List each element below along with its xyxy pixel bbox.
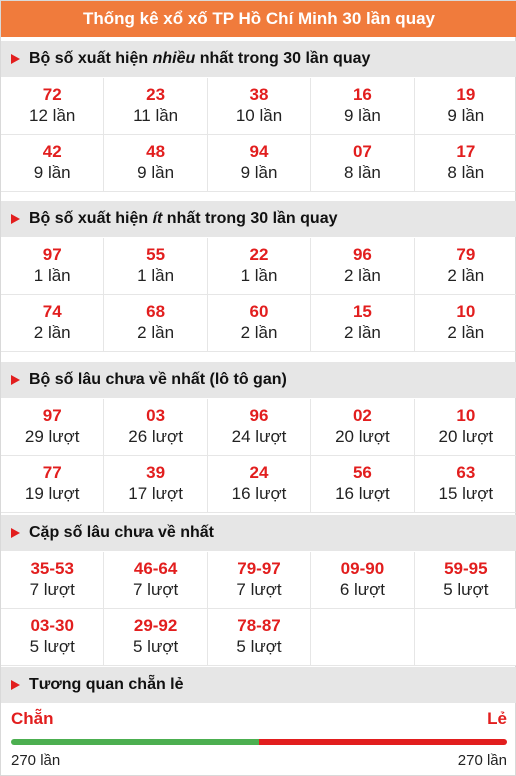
- bullet-triangle-icon: [11, 375, 20, 385]
- occurrence-count: 20 lượt: [438, 427, 494, 446]
- lottery-number: 16: [352, 85, 372, 104]
- number-cell: [311, 456, 414, 512]
- number-cell: [208, 295, 311, 351]
- section-heading-pair-gan: [1, 515, 516, 551]
- most-frequent-grid: [1, 78, 516, 192]
- number-cell: [1, 238, 104, 294]
- lottery-number: 60: [249, 302, 269, 321]
- pair-gan-grid: [1, 552, 516, 666]
- number-cell: [208, 552, 311, 608]
- bullet-triangle-icon: [11, 214, 20, 224]
- occurrence-count: 7 lượt: [29, 580, 75, 599]
- odd-count: 270 lần: [457, 752, 507, 769]
- occurrence-count: 8 lần: [343, 163, 381, 182]
- occurrence-count: 1 lần: [137, 266, 175, 285]
- lottery-number: 17: [456, 142, 476, 161]
- number-cell: [104, 78, 207, 134]
- number-cell: [415, 552, 516, 608]
- number-cell: [208, 78, 311, 134]
- empty-cell: [311, 609, 414, 665]
- occurrence-count: 8 lần: [447, 163, 485, 182]
- occurrence-count: 20 lượt: [335, 427, 390, 446]
- lottery-number: 19: [456, 85, 476, 104]
- lottery-number: 03-30: [30, 616, 74, 635]
- number-cell: [104, 456, 207, 512]
- lottery-number: 48: [146, 142, 166, 161]
- number-cell: [104, 295, 207, 351]
- lottery-number: 68: [146, 302, 166, 321]
- lottery-number: 07: [352, 142, 372, 161]
- number-cell: [1, 456, 104, 512]
- bullet-triangle-icon: [11, 680, 20, 690]
- grid-row: [1, 456, 516, 513]
- lottery-number: 42: [42, 142, 62, 161]
- occurrence-count: 6 lượt: [339, 580, 386, 599]
- number-cell: [311, 78, 414, 134]
- lottery-number: 96: [352, 245, 372, 264]
- occurrence-count: 9 lần: [137, 163, 175, 182]
- occurrence-count: 9 lần: [240, 163, 278, 182]
- occurrence-count: 19 lượt: [24, 484, 80, 503]
- even-count: 270 lần: [11, 752, 61, 769]
- occurrence-count: 2 lần: [343, 323, 381, 342]
- lottery-number: 10: [456, 406, 476, 425]
- lottery-number: 56: [352, 463, 372, 482]
- occurrence-count: 2 lần: [137, 323, 175, 342]
- number-cell: [415, 238, 516, 294]
- occurrence-count: 5 lượt: [29, 637, 75, 656]
- lottery-number: 03: [146, 406, 166, 425]
- number-cell: [415, 135, 516, 191]
- lottery-number: 09-90: [340, 559, 385, 578]
- number-cell: [104, 552, 207, 608]
- lottery-number: 97: [42, 245, 62, 264]
- number-cell: [415, 399, 516, 455]
- occurrence-count: 16 lượt: [231, 484, 287, 503]
- bullet-triangle-icon: [11, 528, 20, 538]
- lottery-number: 78-87: [237, 616, 281, 635]
- lottery-number: 38: [249, 85, 269, 104]
- number-cell: [208, 238, 311, 294]
- occurrence-count: 16 lượt: [335, 484, 390, 503]
- grid-row: [1, 552, 516, 609]
- occurrence-count: 2 lần: [240, 323, 278, 342]
- number-cell: [1, 78, 104, 134]
- occurrence-count: 11 lần: [133, 106, 179, 125]
- section-heading-text: Tương quan chẵn lẻ: [29, 676, 184, 693]
- grid-row: [1, 238, 516, 295]
- even-label: Chẵn: [11, 709, 54, 728]
- number-cell: [311, 552, 414, 608]
- number-cell: [1, 609, 104, 665]
- number-cell: [104, 135, 207, 191]
- grid-row: [1, 295, 516, 352]
- section-heading-text: Bộ số lâu chưa về nhất (lô tô gan): [29, 371, 287, 388]
- occurrence-count: 9 lần: [33, 163, 71, 182]
- number-cell: [311, 238, 414, 294]
- occurrence-count: 17 lượt: [128, 484, 183, 503]
- lottery-number: 55: [146, 245, 166, 264]
- occurrence-count: 1 lần: [33, 266, 71, 285]
- lottery-number: 94: [249, 142, 269, 161]
- lottery-number: 23: [146, 85, 166, 104]
- number-cell: [311, 399, 414, 455]
- occurrence-count: 26 lượt: [128, 427, 183, 446]
- least-frequent-grid: [1, 238, 516, 352]
- number-cell: [415, 456, 516, 512]
- number-cell: [1, 399, 104, 455]
- lottery-number: 15: [352, 302, 372, 321]
- number-cell: [104, 399, 207, 455]
- number-cell: [1, 295, 104, 351]
- occurrence-count: 5 lượt: [133, 637, 179, 656]
- lottery-number: 35-53: [30, 559, 74, 578]
- section-heading-text: Cặp số lâu chưa về nhất: [29, 524, 214, 541]
- grid-row: [1, 399, 516, 456]
- lottery-number: 29-92: [133, 616, 178, 635]
- occurrence-count: 10 lần: [235, 106, 283, 125]
- section-heading-most-frequent: [1, 41, 516, 77]
- occurrence-count: 12 lần: [29, 106, 76, 125]
- lottery-number: 02: [352, 406, 372, 425]
- occurrence-count: 5 lượt: [443, 580, 489, 599]
- lottery-number: 63: [456, 463, 476, 482]
- lottery-number: 46-64: [133, 559, 178, 578]
- section-heading-text: Bộ số xuất hiện ít nhất trong 30 lần quay: [29, 210, 338, 227]
- lottery-number: 22: [249, 245, 269, 264]
- number-cell: [311, 135, 414, 191]
- occurrence-count: 1 lần: [240, 266, 278, 285]
- odd-bar-fill: [259, 739, 507, 745]
- number-cell: [104, 238, 207, 294]
- section-heading-text: Bộ số xuất hiện nhiều nhất trong 30 lần quay: [29, 50, 371, 67]
- lottery-number: 59-95: [444, 559, 488, 578]
- lottery-number: 24: [249, 463, 269, 482]
- occurrence-count: 7 lượt: [133, 580, 179, 599]
- occurrence-count: 2 lần: [343, 266, 381, 285]
- occurrence-count: 2 lần: [447, 266, 485, 285]
- parity-bar: [11, 739, 507, 745]
- occurrence-count: 24 lượt: [231, 427, 287, 446]
- empty-cell: [415, 609, 516, 665]
- lottery-number: 77: [42, 463, 62, 482]
- lottery-number: 96: [249, 406, 269, 425]
- number-cell: [104, 609, 207, 665]
- occurrence-count: 29 lượt: [24, 427, 80, 446]
- grid-row: [1, 78, 516, 135]
- lottery-number: 74: [42, 302, 62, 321]
- number-cell: [208, 399, 311, 455]
- lottery-number: 79: [456, 245, 476, 264]
- number-cell: [1, 552, 104, 608]
- occurrence-count: 15 lượt: [438, 484, 494, 503]
- grid-row: [1, 135, 516, 192]
- grid-row: [1, 609, 516, 666]
- section-heading-parity: [1, 667, 516, 703]
- parity-panel: [1, 701, 516, 776]
- section-heading-lo-to-gan: [1, 362, 516, 398]
- number-cell: [208, 609, 311, 665]
- lo-to-gan-grid: [1, 399, 516, 513]
- occurrence-count: 9 lần: [447, 106, 485, 125]
- number-cell: [208, 456, 311, 512]
- lottery-number: 39: [146, 463, 166, 482]
- number-cell: [311, 295, 414, 351]
- lottery-number: 79-97: [237, 559, 281, 578]
- bullet-triangle-icon: [11, 54, 20, 64]
- occurrence-count: 9 lần: [343, 106, 381, 125]
- section-heading-least-frequent: [1, 201, 516, 237]
- panel-title: Thống kê xổ xố TP Hồ Chí Minh 30 lần quay: [1, 1, 516, 37]
- lottery-number: 10: [456, 302, 476, 321]
- number-cell: [1, 135, 104, 191]
- occurrence-count: 7 lượt: [236, 580, 282, 599]
- lottery-number: 97: [42, 406, 62, 425]
- number-cell: [415, 295, 516, 351]
- occurrence-count: 5 lượt: [236, 637, 282, 656]
- number-cell: [415, 78, 516, 134]
- odd-label: Lẻ: [487, 709, 507, 728]
- lottery-number: 72: [42, 85, 62, 104]
- occurrence-count: 2 lần: [33, 323, 71, 342]
- occurrence-count: 2 lần: [447, 323, 485, 342]
- even-bar-fill: [11, 739, 259, 745]
- number-cell: [208, 135, 311, 191]
